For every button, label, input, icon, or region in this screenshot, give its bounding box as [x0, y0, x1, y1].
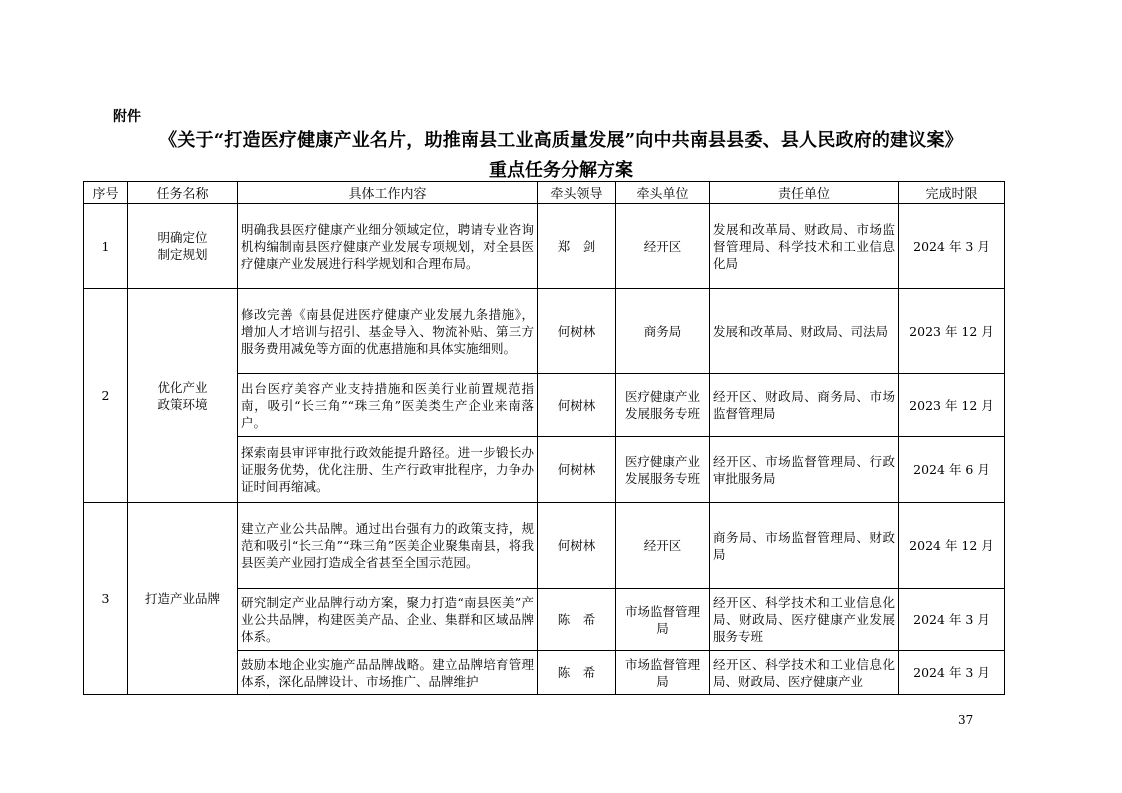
task-name: 打造产业品牌 [128, 503, 238, 695]
work-content: 修改完善《南县促进医疗健康产业发展九条措施》，增加人才培训与招引、基金导入、物流补贴、第三方服务费用减免等方面的优惠措施和具体实施细则。 [238, 289, 538, 374]
attachment-label: 附件 [113, 109, 141, 125]
deadline: 2024 年 6 月 [899, 437, 1005, 503]
table-row [84, 204, 1005, 289]
work-content: 建立产业公共品牌。通过出台强有力的政策支持，规范和吸引“长三角”“珠三角”医美企业聚集南县，将我县医美产业园打造成全省甚至全国示范园。 [238, 503, 538, 589]
header-content: 具体工作内容 [238, 182, 538, 204]
work-content: 出台医疗美容产业支持措施和医美行业前置规范指南，吸引“长三角”“珠三角”医美类生产企业来南落户。 [238, 374, 538, 437]
document-subtitle: 重点任务分解方案 [489, 160, 633, 181]
work-content: 鼓励本地企业实施产品品牌战略。建立品牌培育管理体系，深化品牌设计、市场推广、品牌维护 [238, 651, 538, 695]
lead-unit: 市场监督管理局 [616, 651, 710, 695]
lead-unit: 医疗健康产业发展服务专班 [616, 374, 710, 437]
lead-leader: 何树林 [538, 374, 616, 437]
row-number: 3 [84, 503, 128, 695]
responsible-units: 经开区、市场监督管理局、行政审批服务局 [710, 437, 899, 503]
lead-leader: 何树林 [538, 289, 616, 374]
row-number: 2 [84, 289, 128, 503]
lead-unit: 医疗健康产业发展服务专班 [616, 437, 710, 503]
responsible-units: 经开区、科学技术和工业信息化局、财政局、医疗健康产业发展服务专班 [710, 589, 899, 651]
header-unit: 牵头单位 [616, 182, 710, 204]
deadline: 2023 年 12 月 [899, 289, 1005, 374]
deadline: 2023 年 12 月 [899, 374, 1005, 437]
deadline: 2024 年 3 月 [899, 651, 1005, 695]
work-content: 探索南县审评审批行政效能提升路径。进一步锻长办证服务优势，优化注册、生产行政审批程序，力争办证时间再缩减。 [238, 437, 538, 503]
table-row [84, 289, 1005, 374]
row-number: 1 [84, 204, 128, 289]
header-responsible: 责任单位 [710, 182, 899, 204]
header-deadline: 完成时限 [899, 182, 1005, 204]
lead-leader: 何树林 [538, 437, 616, 503]
lead-unit: 经开区 [616, 503, 710, 589]
work-content: 明确我县医疗健康产业细分领域定位，聘请专业咨询机构编制南县医疗健康产业发展专项规划，对全县医疗健康产业发展进行科学规划和合理布局。 [238, 204, 538, 289]
lead-leader: 郑 剑 [538, 204, 616, 289]
responsible-units: 发展和改革局、财政局、市场监督管理局、科学技术和工业信息化局 [710, 204, 899, 289]
responsible-units: 经开区、科学技术和工业信息化局、财政局、医疗健康产业 [710, 651, 899, 695]
responsible-units: 发展和改革局、财政局、司法局 [710, 289, 899, 374]
deadline: 2024 年 12 月 [899, 503, 1005, 589]
lead-unit: 市场监督管理局 [616, 589, 710, 651]
responsible-units: 经开区、财政局、商务局、市场监督管理局 [710, 374, 899, 437]
page-number: 37 [958, 713, 974, 727]
task-table [83, 181, 1005, 695]
header-task: 任务名称 [128, 182, 238, 204]
responsible-units: 商务局、市场监督管理局、财政局 [710, 503, 899, 589]
lead-unit: 商务局 [616, 289, 710, 374]
task-name: 优化产业 政策环境 [128, 289, 238, 503]
lead-unit: 经开区 [616, 204, 710, 289]
document-title: 《关于“打造医疗健康产业名片，助推南县工业高质量发展”向中共南县县委、县人民政府的建议案》 [159, 130, 963, 151]
deadline: 2024 年 3 月 [899, 204, 1005, 289]
table-header-row [84, 182, 1005, 204]
work-content: 研究制定产业品牌行动方案，聚力打造“南县医美”产业公共品牌，构建医美产品、企业、集群和区域品牌体系。 [238, 589, 538, 651]
header-leader: 牵头领导 [538, 182, 616, 204]
lead-leader: 陈 希 [538, 589, 616, 651]
table-row [84, 503, 1005, 589]
deadline: 2024 年 3 月 [899, 589, 1005, 651]
lead-leader: 何树林 [538, 503, 616, 589]
lead-leader: 陈 希 [538, 651, 616, 695]
task-name: 明确定位 制定规划 [128, 204, 238, 289]
header-no: 序号 [84, 182, 128, 204]
